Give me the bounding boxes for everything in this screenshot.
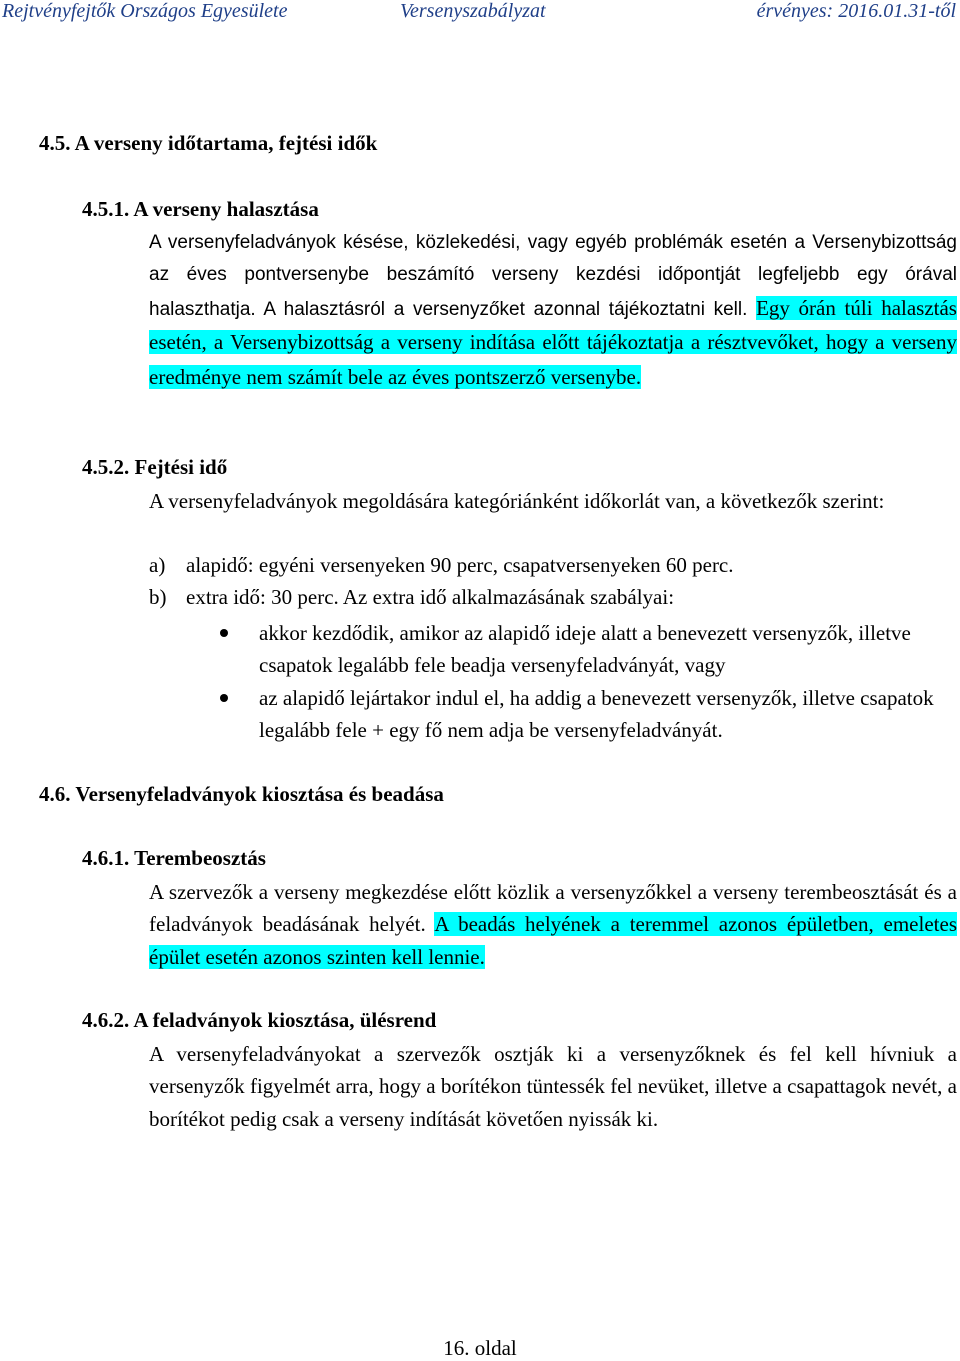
section-4-5-2-title: 4.5.2. Fejtési idő <box>82 455 228 479</box>
section-4-6-1-title: 4.6.1. Terembeosztás <box>82 846 266 870</box>
header-organization: Rejtvényfejtők Országos Egyesülete <box>2 0 288 22</box>
section-4-5-1-highlighted-text: Egy órán túli halasztás esetén, a Versenybizottság a verseny indítása előtt tájékoztatja a résztvevőket, hogy a verseny eredménye nem számít bele az éves pontszerző versenybe. <box>149 295 957 389</box>
header-document-title: Versenyszabályzat <box>400 0 546 22</box>
section-4-5-1-paragraph <box>149 227 957 395</box>
section-4-5-title: 4.5. A verseny időtartama, fejtési idők <box>39 131 378 155</box>
bullet-item: az alapidő lejártakor indul el, ha addig a benevezett versenyzők, illetve csapatok legalább fele + egy fő nem adja be versenyfeladványát. <box>259 686 934 743</box>
page-number: 16. oldal <box>443 1336 517 1360</box>
item-b-text: extra idő: 30 perc. Az extra idő alkalmazásának szabályai: <box>186 585 675 609</box>
section-4-6-1-text: A szervezők a verseny megkezdése előtt közlik a versenyzőkkel a verseny terembeosztását és a feladványok beadásának helyét. <box>149 880 957 937</box>
section-4-6-title: 4.6. Versenyfeladványok kiosztása és beadása <box>39 782 444 806</box>
item-a-label: a) <box>149 553 166 577</box>
bullet-dot-icon <box>220 694 228 702</box>
bullet-dot-icon <box>220 629 228 637</box>
header-validity: érvényes: 2016.01.31-től <box>756 0 956 22</box>
section-4-5-1-text: A versenyfeladványok késése, közlekedési, vagy egyéb problémák esetén a Versenybizottság az éves pontversenybe beszámító verseny kezdési időpontját legfeljebb egy órával halaszthatja. A halasztásról a versenyzőket azonnal tájékoztatni kell. <box>149 232 957 320</box>
section-4-5-1-title: 4.5.1. A verseny halasztása <box>82 197 319 221</box>
item-a-text: alapidő: egyéni versenyeken 90 perc, csapatversenyeken 60 perc. <box>186 553 734 577</box>
section-4-6-1-paragraph <box>149 876 957 973</box>
bullet-item: akkor kezdődik, amikor az alapidő ideje alatt a benevezett versenyzők, illetve csapatok legalább fele beadja versenyfeladványát, vagy <box>259 621 911 678</box>
item-b-label: b) <box>149 585 167 609</box>
section-4-5-2-intro: A versenyfeladványok megoldására kategóriánként időkorlát van, a következők szerint: <box>149 489 885 513</box>
page-header <box>0 0 960 26</box>
section-4-6-2-paragraph: A versenyfeladványokat a szervezők osztják ki a versenyzőknek és fel kell hívniuk a versenyzők figyelmét arra, hogy a borítékon tüntessék fel nevüket, illetve a csapattagok nevét, a borítékot pedig csak a verseny indítását követően nyissák ki. <box>149 1042 957 1131</box>
section-4-6-2-title: 4.6.2. A feladványok kiosztása, ülésrend <box>82 1008 437 1032</box>
section-4-6-1-highlighted-text: A beadás helyének a teremmel azonos épületben, emeletes épület esetén azonos szinten kell lennie. <box>149 912 957 969</box>
